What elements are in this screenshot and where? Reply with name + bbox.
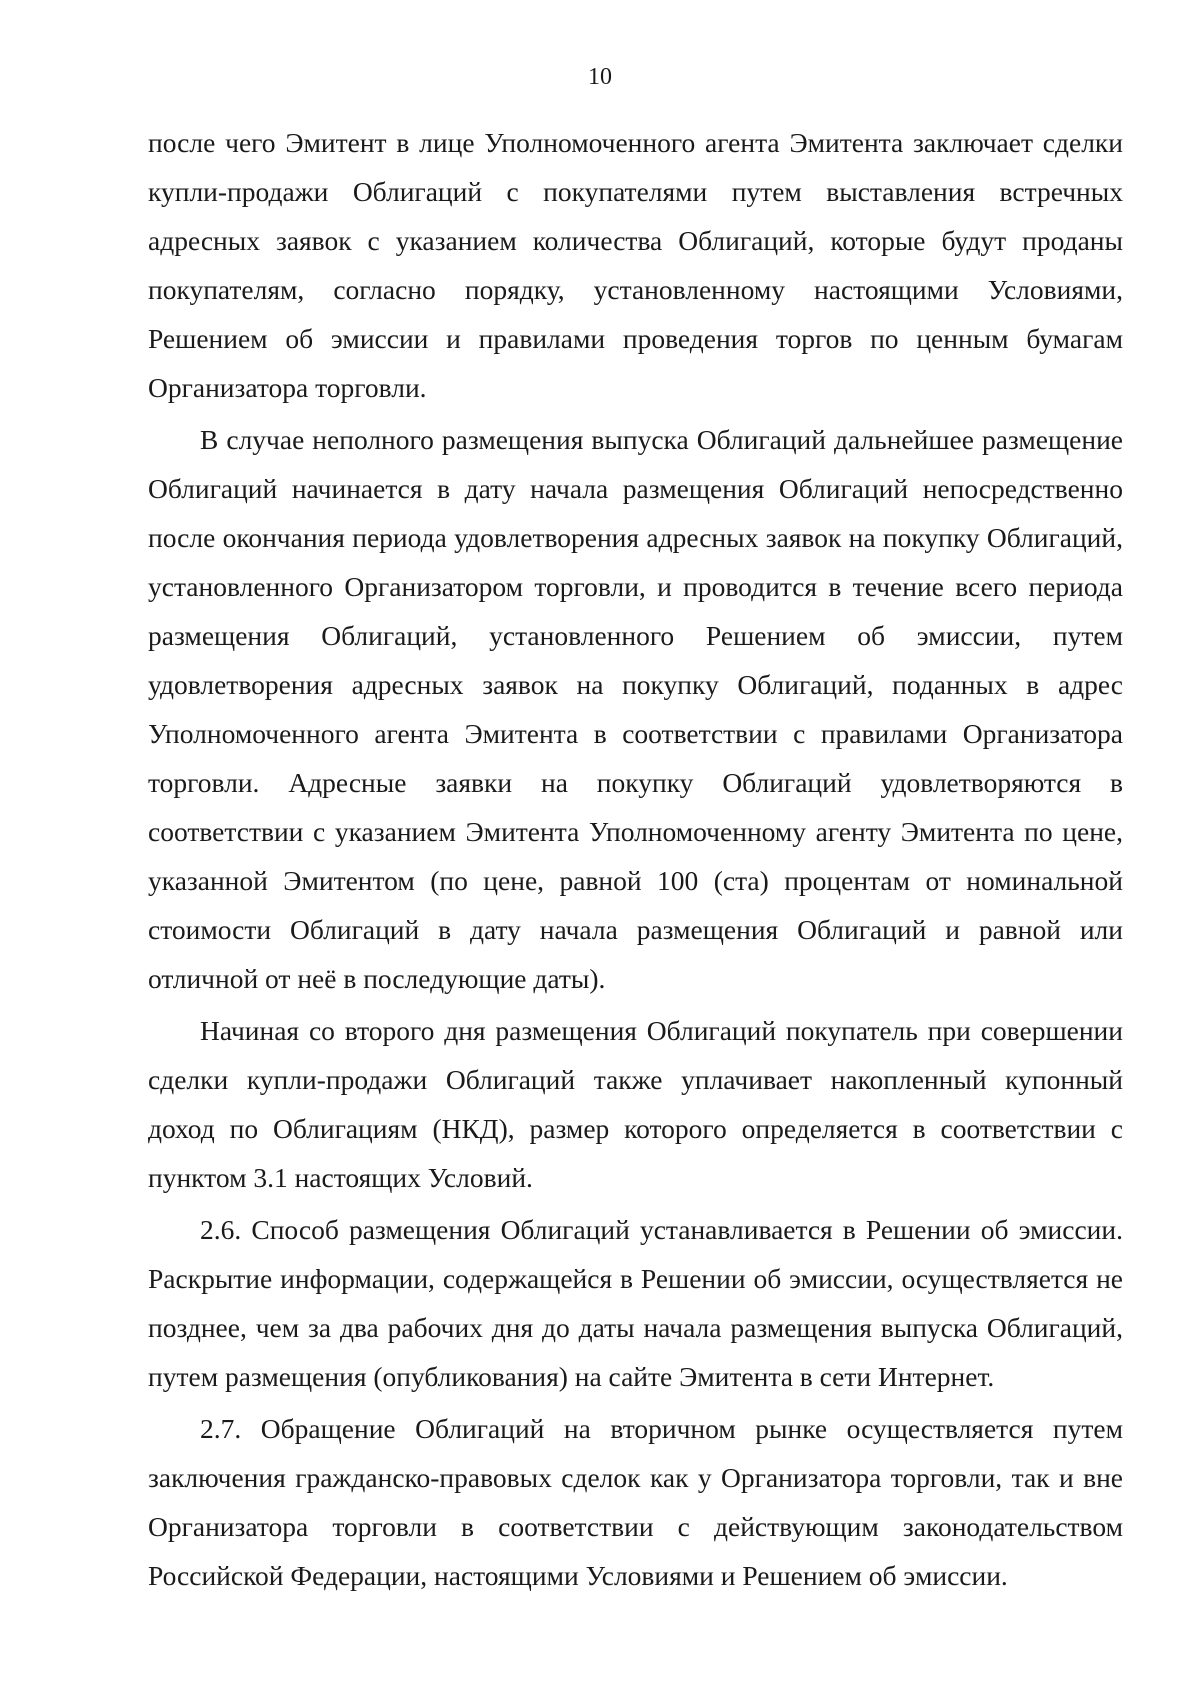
- document-body: [148, 118, 1123, 1603]
- paragraph-section-2-7: 2.7. Обращение Облигаций на вторичном рынке осуществляется путем заключения гражданско-правовых сделок как у Организатора торговли, так и вне Организатора торговли в соответствии с действующим законодательством Российской Федерации, настоящими Условиями и Решением об эмиссии.: [148, 1413, 1123, 1591]
- paragraph-continuation: после чего Эмитент в лице Уполномоченного агента Эмитента заключает сделки купли-продажи Облигаций с покупателями путем выставления встречных адресных заявок с указанием количества Облигаций, которые будут проданы покупателям, согласно порядку, установленному настоящими Условиями, Решением об эмиссии и правилами проведения торгов по ценным бумагам Организатора торговли.: [148, 127, 1123, 403]
- paragraph-section-2-6: 2.6. Способ размещения Облигаций устанавливается в Решении об эмиссии. Раскрытие информации, содержащейся в Решении об эмиссии, осуществляется не позднее, чем за два рабочих дня до даты начала размещения выпуска Облигаций, путем размещения (опубликования) на сайте Эмитента в сети Интернет.: [148, 1214, 1123, 1392]
- page-number: 10: [588, 64, 612, 90]
- paragraph-partial-placement: В случае неполного размещения выпуска Облигаций дальнейшее размещение Облигаций начинается в дату начала размещения Облигаций непосредственно после окончания периода удовлетворения адресных заявок на покупку Облигаций, установленного Организатором торговли, и проводится в течение всего периода размещения Облигаций, установленного Решением об эмиссии, путем удовлетворения адресных заявок на покупку Облигаций, поданных в адрес Уполномоченного агента Эмитента в соответствии с правилами Организатора торговли. Адресные заявки на покупку Облигаций удовлетворяются в соответствии с указанием Эмитента Уполномоченному агенту Эмитента по цене, указанной Эмитентом (по цене, равной 100 (ста) процентам от номинальной стоимости Облигаций в дату начала размещения Облигаций и равной или отличной от неё в последующие даты).: [148, 424, 1123, 994]
- paragraph-accrued-coupon: Начиная со второго дня размещения Облигаций покупатель при совершении сделки купли-продажи Облигаций также уплачивает накопленный купонный доход по Облигациям (НКД), размер которого определяется в соответствии с пунктом 3.1 настоящих Условий.: [148, 1015, 1123, 1193]
